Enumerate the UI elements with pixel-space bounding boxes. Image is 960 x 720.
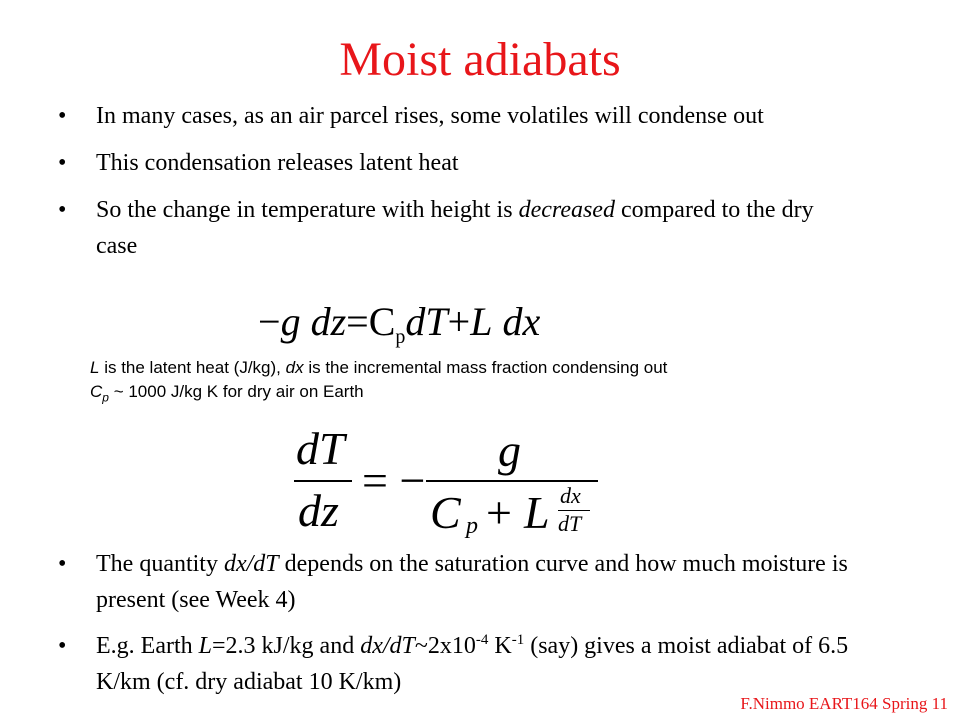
slide-title: Moist adiabats — [339, 33, 621, 86]
eq2-L: L — [524, 487, 550, 538]
eq2-C: C — [430, 487, 461, 538]
lapse-rate-equation — [290, 420, 610, 540]
eq2-p: p — [466, 513, 478, 539]
eq1-equals: = — [346, 299, 369, 344]
b2-exponent-1: -4 — [475, 632, 489, 648]
note-C: C — [90, 382, 103, 401]
note-text-b: is the incremental mass fraction condensing out — [303, 358, 668, 377]
bullet-item — [58, 145, 858, 181]
eq1-L: L — [470, 299, 493, 344]
b2-text-2: =2.3 kJ/kg and — [212, 633, 361, 659]
bullet-text-emphasis: decreased — [518, 197, 615, 223]
note-text-a: is the latent heat (J/kg), — [99, 358, 286, 377]
eq1-dz: dz — [310, 299, 347, 344]
eq2-dT-small: dT — [558, 511, 582, 536]
bullet-item — [58, 98, 858, 134]
bullet-item — [58, 546, 858, 618]
eq2-dT: dT — [296, 423, 345, 474]
note-p: p — [102, 390, 109, 405]
b2-exponent-2: -1 — [511, 632, 525, 648]
eq1-p: p — [395, 326, 406, 348]
b2-dxdT: dx/dT — [360, 633, 415, 659]
note-line-1 — [90, 356, 667, 380]
eq1-plus: + — [447, 299, 471, 344]
eq2-left-fraction-bar — [294, 480, 352, 482]
eq2-main-fraction-bar — [426, 480, 598, 482]
eq2-equals-minus: = − — [362, 455, 426, 506]
eq2-dx: dx — [560, 483, 581, 508]
eq1-dx: dx — [502, 299, 541, 344]
eq1-dT: dT — [405, 299, 448, 344]
bullet-text-pre: The quantity — [96, 551, 224, 577]
b2-text-5: (say) gives a moist adiabat of 6.5 K/km (cf. dry adiabat 10 K/km) — [96, 633, 849, 695]
eq1-minus: − — [258, 299, 281, 344]
bullet-text-emphasis: dx/dT — [223, 551, 279, 577]
bullet-item — [58, 192, 858, 264]
eq1-g: g — [280, 299, 301, 344]
eq1-C: C — [368, 299, 396, 344]
bullet-text-pre: So the change in temperature with height is — [96, 197, 519, 223]
bullet-list-top — [58, 98, 858, 275]
eq2-g: g — [498, 425, 521, 476]
note-L: L — [90, 358, 100, 377]
bullet-item — [58, 628, 858, 700]
eq2-dz: dz — [298, 485, 339, 536]
b2-text-3: ~2x10 — [414, 633, 476, 659]
b2-text-1: E.g. Earth — [96, 633, 199, 659]
footer-credit: F.Nimmo EART164 Spring 11 — [740, 694, 948, 713]
note-line-2 — [90, 380, 667, 409]
bullet-text: This condensation releases latent heat — [96, 150, 459, 176]
bullet-list-bottom — [58, 546, 858, 710]
bullet-text: In many cases, as an air parcel rises, some volatiles will condense out — [96, 103, 764, 129]
eq2-plus: + — [486, 487, 512, 538]
b2-L: L — [198, 633, 212, 659]
b2-text-4: K — [488, 633, 512, 659]
bullet-text-post: depends on the saturation curve and how much moisture is present (see Week 4) — [96, 551, 848, 613]
bullet-text-post: compared to the dry case — [96, 197, 814, 259]
note-text-c: ~ 1000 J/kg K for dry air on Earth — [108, 382, 364, 401]
definitions-note — [90, 356, 667, 409]
note-dx: dx — [285, 358, 304, 377]
